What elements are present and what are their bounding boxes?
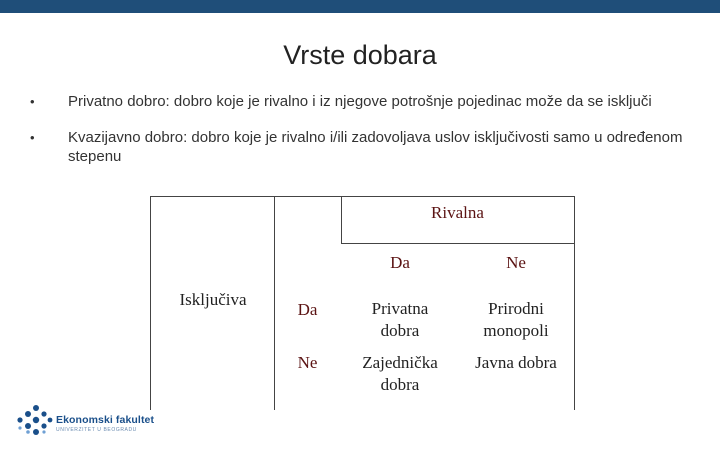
cell-javna-dobra: Javna dobra (475, 353, 557, 372)
logo-subtitle: UNIVERZITET U BEOGRADU (56, 427, 137, 433)
cell-line: dobra (380, 321, 420, 340)
cell-zajednicka-dobra (345, 352, 455, 396)
cell-line: Zajednička (362, 353, 438, 372)
matrix-divider-vertical (274, 196, 275, 410)
column-label-ne: Ne (506, 253, 526, 272)
matrix-border-top (150, 196, 575, 197)
logo-name: Ekonomski fakultet (56, 414, 155, 426)
column-label-da: Da (390, 253, 410, 272)
bullet-dot-icon: • (30, 94, 35, 109)
matrix-divider-header-horizontal (341, 243, 574, 244)
bullet-text: Kvazijavno dobro: dobro koje je rivalno i/ili zadovoljava uslov isključivosti samo u određenom stepenu (68, 129, 683, 165)
column-header-rivalna: Rivalna (431, 203, 484, 222)
row-label-da: Da (297, 300, 318, 319)
matrix-border-right (574, 196, 575, 410)
row-header-iskljuciva: Isključiva (179, 290, 247, 309)
cell-privatna-dobra (345, 298, 455, 342)
cell-line: Prirodni (488, 299, 544, 318)
row-label-ne: Ne (297, 353, 318, 372)
matrix-border-left (150, 196, 151, 410)
cell-line: Privatna (371, 299, 429, 318)
slide-title: Vrste dobara (283, 40, 437, 70)
cell-line: monopoli (483, 321, 549, 340)
bullet-text: Privatno dobro: dobro koje je rivalno i iz njegove potrošnje pojedinac može da se isključi (68, 93, 652, 110)
cell-prirodni-monopoli (461, 298, 571, 342)
cell-line: dobra (380, 375, 420, 394)
bullet-dot-icon: • (30, 130, 35, 145)
